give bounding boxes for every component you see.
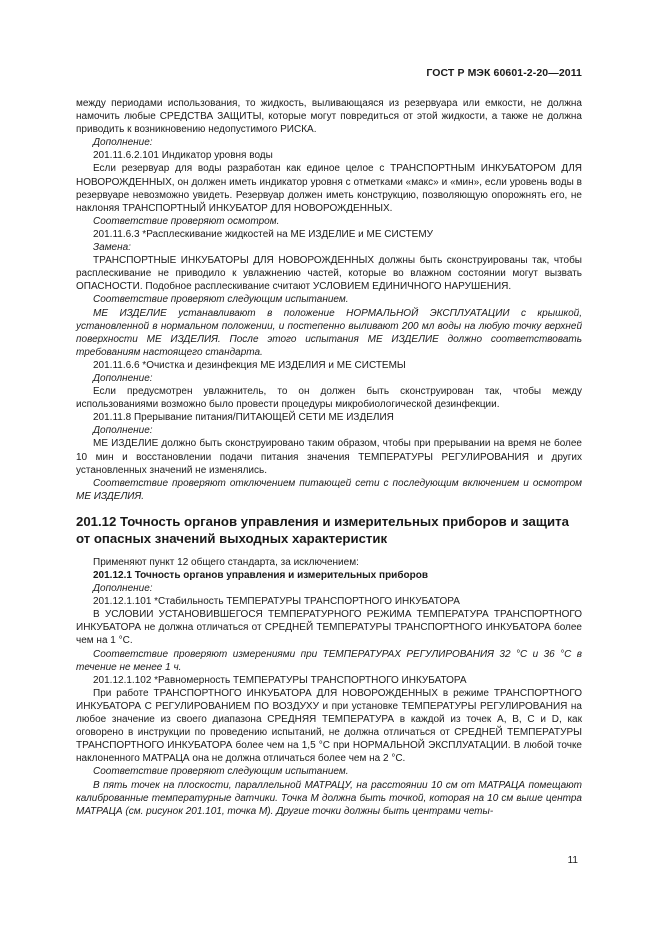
- paragraph-continuation: между периодами использования, то жидкость, выливающаяся из резервуара или емкости, не должна намочить любые СРЕДСТВА ЗАЩИТЫ, которые могут повредиться от этой жидкости, а также не должна приводить к возникновению недопустимого РИСКА.: [76, 98, 582, 136]
- amendment-label: Дополнение:: [93, 583, 153, 595]
- paragraph-spillage: ТРАНСПОРТНЫЕ ИНКУБАТОРЫ ДЛЯ НОВОРОЖДЕННЫХ должны быть сконструированы так, чтобы расплескивание не приводило к увлажнению частей, которые во влажном состоянии могут вызвать ОПАСНОСТИ. Подобное расплескивание считают УСЛОВИЕМ ЕДИНИЧНОГО НАРУШЕНИЯ.: [76, 255, 582, 293]
- paragraph-power-interruption: МЕ ИЗДЕЛИЕ должно быть сконструировано таким образом, чтобы при прерывании на время не более 10 мин и восстановлении подачи питания значения ТЕМПЕРАТУРЫ РЕГУЛИРОВАНИЯ и других установленных значений не изменялись.: [76, 438, 582, 476]
- amendment-label: Дополнение:: [93, 137, 153, 149]
- document-header: ГОСТ Р МЭК 60601-2-20—2011: [426, 67, 582, 79]
- paragraph-temperature-stability: В УСЛОВИИ УСТАНОВИВШЕГОСЯ ТЕМПЕРАТУРНОГО РЕЖИМА ТЕМПЕРАТУРА ТРАНСПОРТНОГО ИНКУБАТОРА не должна отличаться от СРЕДНЕЙ ТЕМПЕРАТУРЫ ТРАНСПОРТНОГО ИНКУБАТОРА более чем на 1 °С.: [76, 609, 582, 647]
- section-heading-201-12: 201.12 Точность органов управления и измерительных приборов и защита от опасных значений выходных характеристик: [76, 513, 569, 546]
- compliance-test-label: Соответствие проверяют следующим испытанием.: [93, 766, 349, 778]
- clause-heading-201-12-1-102: 201.12.1.102 *Равномерность ТЕМПЕРАТУРЫ ТРАНСПОРТНОГО ИНКУБАТОРА: [93, 674, 467, 686]
- paragraph-temperature-uniformity: При работе ТРАНСПОРТНОГО ИНКУБАТОРА ДЛЯ НОВОРОЖДЕННЫХ в режиме ТРАНСПОРТНОГО ИНКУБАТОРА С РЕГУЛИРОВАНИЕМ ПО ВОЗДУХУ и при установке ТЕМПЕРАТУРЫ РЕГУЛИРОВАНИЯ на любое значение из своего диапазона СРЕДНЯЯ ТЕМПЕРАТУРА в каждой из точек А, В, С и D, как оговорено в инструкции по проведению испытаний, не должна отличаться от СРЕДНЕЙ ТЕМПЕРАТУРЫ ТРАНСПОРТНОГО ИНКУБАТОРА более чем на 1,5 °С при НОРМАЛЬНОЙ ЭКСПЛУАТАЦИИ. В любой точке наклоненного МАТРАЦА она не должна отличаться более чем на 2 °С.: [76, 687, 582, 765]
- amendment-label: Дополнение:: [93, 425, 153, 437]
- compliance-test-label: Соответствие проверяют следующим испытанием.: [93, 294, 349, 306]
- page-number: 11: [567, 855, 578, 866]
- compliance-inspection: Соответствие проверяют осмотром.: [93, 215, 280, 227]
- paragraph-humidifier: Если предусмотрен увлажнитель, то он должен быть сконструирован так, чтобы между использованиями возможно было провести процедуры микробиологической дезинфекции.: [76, 386, 582, 411]
- replacement-label: Замена:: [93, 242, 131, 254]
- clause-heading-201-11-6-6: 201.11.6.6 *Очистка и дезинфекция МЕ ИЗДЕЛИЯ и МЕ СИСТЕМЫ: [93, 359, 406, 371]
- page-body: [76, 97, 582, 818]
- clause-heading-201-11-6-3: 201.11.6.3 *Расплескивание жидкостей на МЕ ИЗДЕЛИЕ и МЕ СИСТЕМУ: [93, 228, 434, 240]
- compliance-power-test: Соответствие проверяют отключением питающей сети с последующим включением и осмотром МЕ ИЗДЕЛИЯ.: [76, 477, 582, 502]
- subsection-heading-201-12-1: 201.12.1 Точность органов управления и измерительных приборов: [93, 570, 428, 581]
- paragraph-spillage-test: МЕ ИЗДЕЛИЕ устанавливают в положение НОРМАЛЬНОЙ ЭКСПЛУАТАЦИИ с крышкой, установленной в нормальном положении, и постепенно выливают 200 мл воды на любую точку верхней поверхности МЕ ИЗДЕЛИЯ. После этого испытания МЕ ИЗДЕЛИЕ должно соответствовать требованиям настоящего стандарта.: [76, 307, 582, 358]
- paragraph-water-reservoir: Если резервуар для воды разработан как единое целое с ТРАНСПОРТНЫМ ИНКУБАТОРОМ ДЛЯ НОВОРОЖДЕННЫХ, он должен иметь индикатор уровня с отметками «макс» и «мин», если уровень воды в резервуаре невозможно увидеть. Резервуар должен иметь конструкцию, позволяющую опорожнять его, не наклоняя ТРАНСПОРТНЫЙ ИНКУБАТОР ДЛЯ НОВОРОЖДЕННЫХ.: [76, 163, 582, 214]
- clause-heading-201-12-1-101: 201.12.1.101 *Стабильность ТЕМПЕРАТУРЫ ТРАНСПОРТНОГО ИНКУБАТОРА: [93, 596, 460, 608]
- compliance-measurements: Соответствие проверяют измерениями при ТЕМПЕРАТУРАХ РЕГУЛИРОВАНИЯ 32 °С и 36 °С в течение не менее 1 ч.: [76, 648, 582, 673]
- amendment-label: Дополнение:: [93, 372, 153, 384]
- paragraph-sensor-placement: В пять точек на плоскости, параллельной МАТРАЦУ, на расстоянии 10 см от МАТРАЦА помещают калиброванные температурные датчики. Точка М должна быть точкой, которая на 10 см выше центра МАТРАЦА (см. рисунок 201.101, точка М). Другие точки должны быть центрами четы-: [76, 779, 582, 817]
- clause-heading-201-11-6-2-101: 201.11.6.2.101 Индикатор уровня воды: [93, 150, 273, 162]
- clause-heading-201-11-8: 201.11.8 Прерывание питания/ПИТАЮЩЕЙ СЕТИ МЕ ИЗДЕЛИЯ: [93, 412, 394, 424]
- paragraph-applies-clause-12: Применяют пункт 12 общего стандарта, за исключением:: [93, 556, 359, 568]
